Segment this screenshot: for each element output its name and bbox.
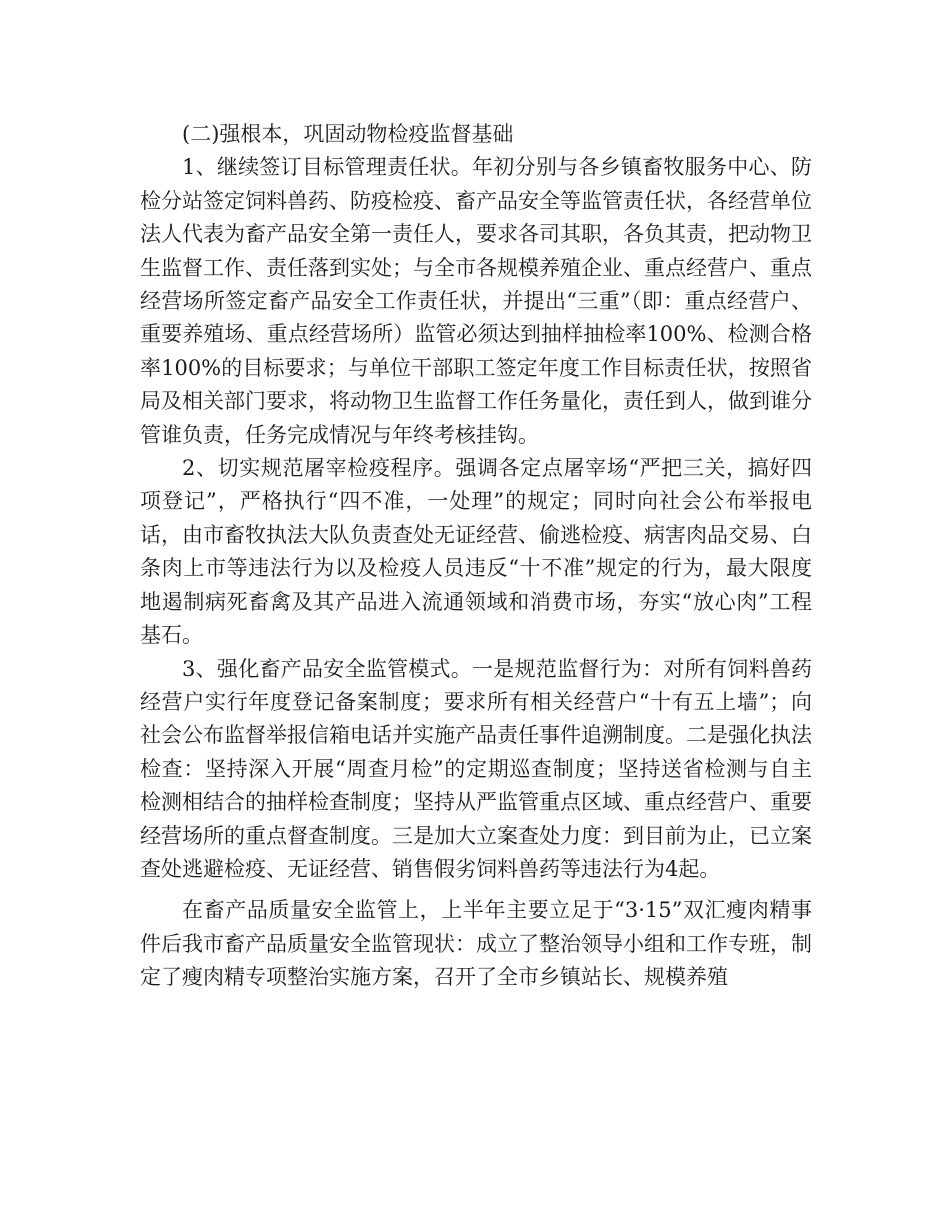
section-heading: (二)强根本，巩固动物检疫监督基础 <box>182 122 514 146</box>
paragraph-supervision-mode: 3、强化畜产品安全监管模式。一是规范监督行为：对所有饲料兽药经营户实行年度登记备案制度；要求所有相关经营户“十有五上墙”；向社会公布监督举报信箱电话并实施产品责任事件追溯制度。二是强化执法检查：坚持深入开展“周查月检”的定期巡查制度；坚持送省检测与自主检测相结合的抽样检查制度；坚持从严监管重点区域、重点经营户、重要经营场所的重点督查制度。三是加大立案查处力度：到目前为止，已立案查处逃避检疫、无证经营、销售假劣饲料兽药等违法行为4起。 <box>140 656 812 881</box>
paragraph-slaughter-quarantine: 2、切实规范屠宰检疫程序。强调各定点屠宰场“严把三关，搞好四项登记”，严格执行“四不准，一处理”的规定；同时向社会公布举报电话，由市畜牧执法大队负责查处无证经营、偷逃检疫、病害肉品交易、白条肉上市等违法行为以及检疫人员违反“十不准”规定的行为，最大限度地遏制病死畜禽及其产品进入流通领域和消费市场，夯实“放心肉”工程基石。 <box>140 456 812 648</box>
paragraph-quality-safety: 在畜产品质量安全监管上，上半年主要立足于“3·15”双汇瘦肉精事件后我市畜产品质量安全监管现状：成立了整治领导小组和工作专班，制定了瘦肉精专项整治实施方案，召开了全市乡镇站长、规模养殖 <box>140 898 812 990</box>
paragraph-target-responsibility: 1、继续签订目标管理责任状。年初分别与各乡镇畜牧服务中心、防检分站签定饲料兽药、防疫检疫、畜产品安全等监管责任状，各经营单位法人代表为畜产品安全第一责任人，要求各司其职，各负其责，把动物卫生监督工作、责任落到实处；与全市各规模养殖企业、重点经营户、重点经营场所签定畜产品安全工作责任状，并提出“三重”（即：重点经营户、重要养殖场、重点经营场所）监管必须达到抽样抽检率100%、检测合格率100%的目标要求；与单位干部职工签定年度工作目标责任状，按照省局及相关部门要求，将动物卫生监督工作任务量化，责任到人，做到谁分管谁负责，任务完成情况与年终考核挂钩。 <box>140 155 812 447</box>
document-page <box>140 118 812 995</box>
